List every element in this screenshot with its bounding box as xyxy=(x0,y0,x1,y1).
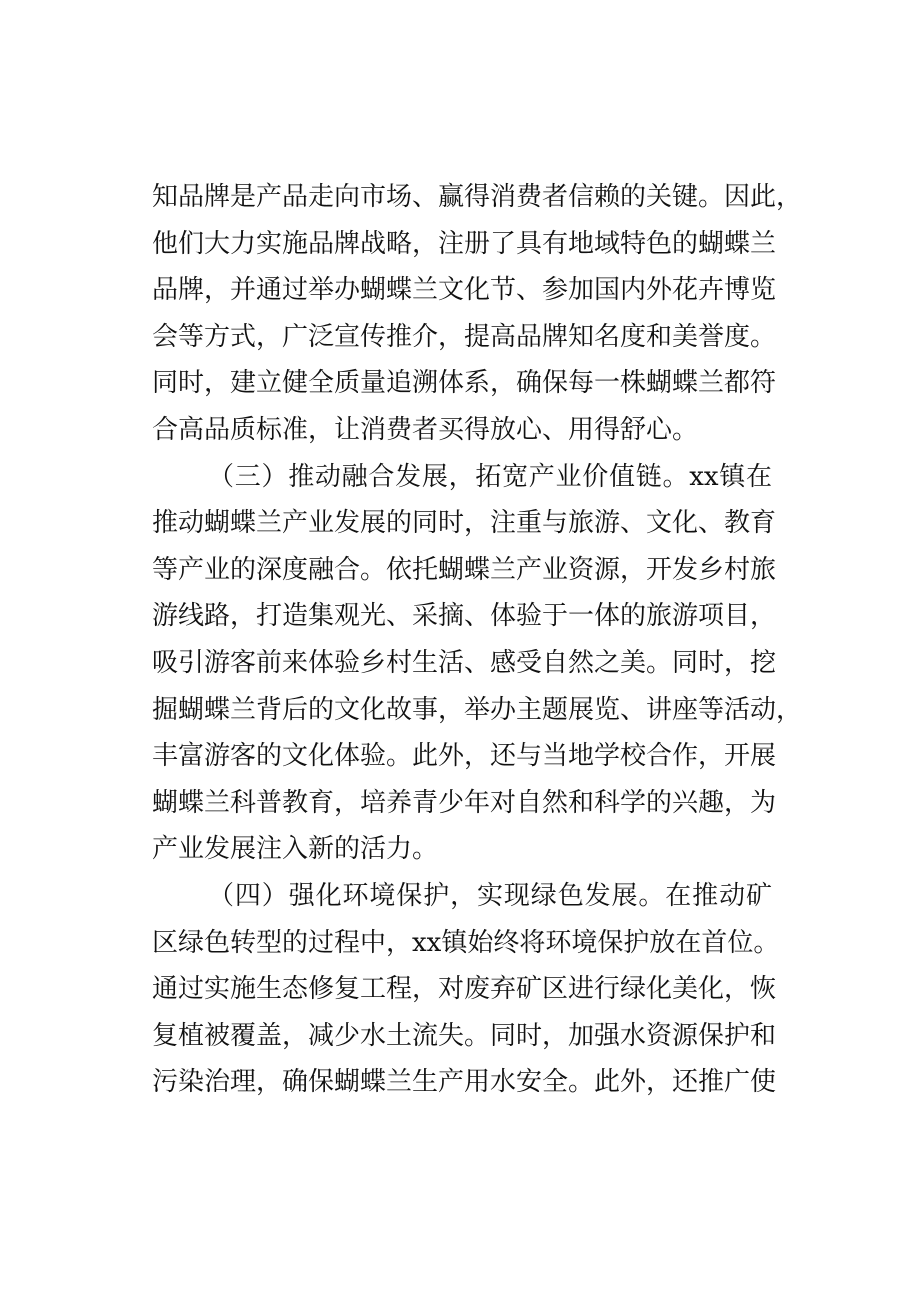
body-text xyxy=(152,174,803,1106)
section-heading-line: （四）强化环境保护，实现绿色发展。在推动矿 xyxy=(208,880,772,911)
text-line: 会等方式，广泛宣传推介，提高品牌知名度和美誉度。 xyxy=(152,321,777,352)
text-line: 等产业的深度融合。依托蝴蝶兰产业资源，开发乡村旅 xyxy=(152,554,777,585)
text-line: 吸引游客前来体验乡村生活、感受自然之美。同时，挖 xyxy=(152,647,777,678)
text-line: 知品牌是产品走向市场、赢得消费者信赖的关键。因此， xyxy=(152,182,803,212)
text-line: 丰富游客的文化体验。此外，还与当地学校合作，开展 xyxy=(152,741,777,772)
text-line: 他们大力实施品牌战略，注册了具有地域特色的蝴蝶兰 xyxy=(152,228,777,259)
text-line: 污染治理，确保蝴蝶兰生产用水安全。此外，还推广使 xyxy=(152,1067,777,1098)
text-line: 区绿色转型的过程中，xx镇始终将环境保护放在首位。 xyxy=(152,927,780,958)
text-line: 掘蝴蝶兰背后的文化故事，举办主题展览、讲座等活动， xyxy=(152,694,803,725)
text-line: 同时，建立健全质量追溯体系，确保每一株蝴蝶兰都符 xyxy=(152,368,777,399)
section-heading-line: （三）推动融合发展，拓宽产业价值链。xx镇在 xyxy=(208,461,772,492)
text-line: 游线路，打造集观光、采摘、体验于一体的旅游项目， xyxy=(152,601,777,632)
text-line: 品牌，并通过举办蝴蝶兰文化节、参加国内外花卉博览 xyxy=(152,275,777,306)
text-line: 推动蝴蝶兰产业发展的同时，注重与旅游、文化、教育 xyxy=(152,508,777,539)
text-line: 蝴蝶兰科普教育，培养青少年对自然和科学的兴趣，为 xyxy=(152,787,777,818)
text-line: 通过实施生态修复工程，对废弃矿区进行绿化美化，恢 xyxy=(152,974,777,1005)
text-line: 复植被覆盖，减少水土流失。同时，加强水资源保护和 xyxy=(152,1020,777,1051)
text-line: 合高品质标准，让消费者买得放心、用得舒心。 xyxy=(152,414,699,445)
text-line: 产业发展注入新的活力。 xyxy=(152,834,439,865)
